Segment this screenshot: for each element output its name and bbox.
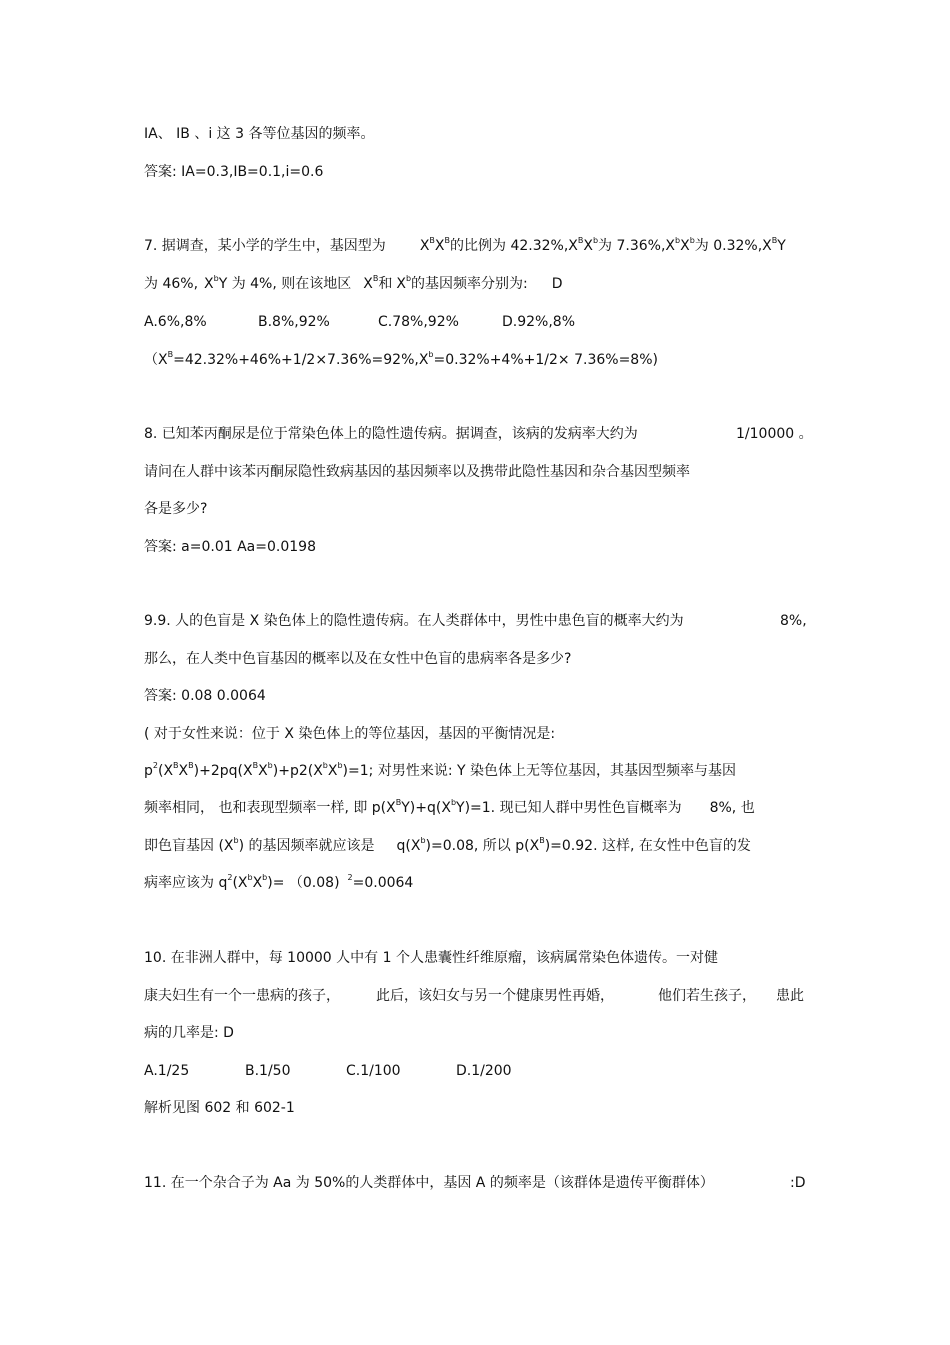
q11-answer: :D — [790, 1175, 806, 1191]
q9-line-6: 频率相同， 也和表现型频率一样, 即 $p(X^BY)+q(X^bY)=1$. 现已知人群中男性色盲概率为 8%, 也 — [144, 798, 755, 816]
q7-option-a: A.6%,8% — [144, 314, 207, 330]
q10-line-2-c: 他们若生孩子， — [658, 988, 756, 1004]
q7-option-b: B.8%,92% — [258, 314, 330, 330]
q10-line-2-d: 患此 — [776, 988, 804, 1004]
q9-line-8: 病率应该为 $q^2(X^bX^b)= (0.08)$ $^2$=0.0064 — [144, 873, 414, 891]
q10-line-1: 10. 在非洲人群中，每 10000 人中有 1 个人患囊性纤维原瘤，该病属常染色体遗传。一对健 — [144, 950, 718, 966]
q10-option-b: B.1/50 — [245, 1063, 291, 1079]
q10-line-2-b: 此后，该妇女与另一个健康男性再婚， — [376, 988, 614, 1004]
q8-answer: 答案: a=0.01 Aa=0.0198 — [144, 539, 316, 555]
q7-option-d: D.92%,8% — [502, 314, 576, 330]
q9-line-7: 即色盲基因 $(X^b)$ 的基因频率就应该是 $q(X^b)=0.08$, 所以 $p(X^B)=0.92$. 这样, 在女性中色盲的发 — [144, 836, 751, 854]
q6-answer: 答案: IA=0.3,IB=0.1,i=0.6 — [144, 164, 324, 180]
q9-line-1-tail: 8%, — [780, 613, 807, 629]
q8-line-3: 各是多少? — [144, 501, 208, 517]
q9-answer: 答案: 0.08 0.0064 — [144, 688, 266, 704]
q7-line-2: 为 46%, $X^bY$ 为 4%, 则在该地区 $X^B$和 $X^b$的基因频率分别为: D — [144, 274, 563, 292]
q8-line-1: 8. 已知苯丙酮尿是位于常染色体上的隐性遗传病。据调查，该病的发病率大约为 — [144, 426, 638, 442]
q11-line-1: 11. 在一个杂合子为 Aa 为 50%的人类群体中，基因 A 的频率是（该群体是遗传平衡群体） — [144, 1175, 714, 1191]
q7-line-1: 7. 据调查，某小学的学生中，基因型为 $X^BX^B$的比例为 $42.32\%,X^BX^b$为 $7.36\%,X^bX^b$为 $0.32\%,X^BY$ — [144, 236, 786, 254]
q10-line-3: 病的几率是: D — [144, 1025, 234, 1041]
q8-line-2: 请问在人群中该苯丙酮尿隐性致病基因的基因频率以及携带此隐性基因和杂合基因型频率 — [144, 464, 690, 480]
q6-line: IA、 IB 、i 这 3 各等位基因的频率。 — [144, 126, 375, 142]
q10-option-a: A.1/25 — [144, 1063, 190, 1079]
q8-line-1-tail: 1/10000 。 — [736, 426, 813, 442]
q9-line-5: $p^2(X^BX^B)+2pq(X^BX^b)+p2(X^bX^b)=1$; 对男性来说: Y 染色体上无等位基因，其基因型频率与基因 — [144, 761, 736, 779]
q10-option-d: D.1/200 — [456, 1063, 512, 1079]
q9-line-2: 那么，在人类中色盲基因的概率以及在女性中色盲的患病率各是多少? — [144, 651, 572, 667]
q9-line-1: 9.9. 人的色盲是 X 染色体上的隐性遗传病。在人类群体中，男性中患色盲的概率大约为 — [144, 613, 684, 629]
q10-option-c: C.1/100 — [346, 1063, 401, 1079]
q7-explanation: $(X^B=42.32\%+46\%+1/2\times 7.36\%=92\%,X^b=0.32\%+4\%+1/2\times 7.36\%=8\%)$ — [144, 350, 658, 368]
q10-line-2-a: 康夫妇生有一个一患病的孩子， — [144, 988, 340, 1004]
q10-note: 解析见图 602 和 602-1 — [144, 1100, 295, 1116]
q9-line-4: ( 对于女性来说：位于 X 染色体上的等位基因，基因的平衡情况是: — [144, 726, 556, 742]
q7-answer: D — [551, 276, 563, 292]
q7-option-c: C.78%,92% — [378, 314, 459, 330]
